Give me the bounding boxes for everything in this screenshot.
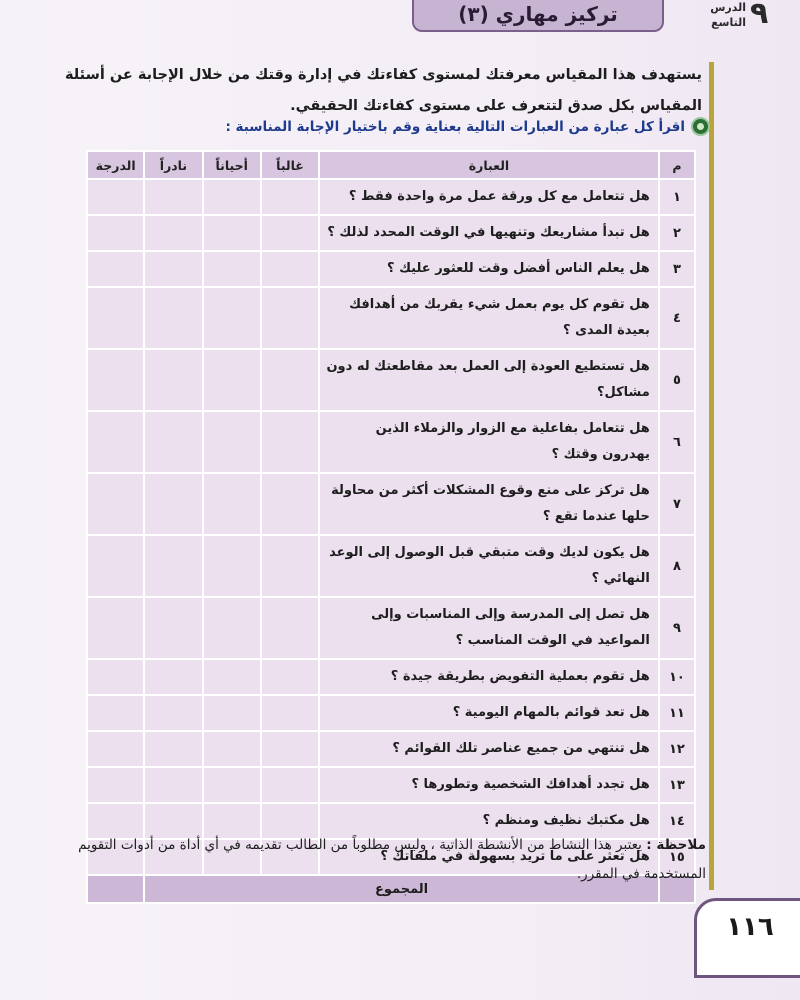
grade-cell[interactable] xyxy=(88,180,143,214)
row-statement: هل تتعامل مع كل ورقة عمل مرة واحدة فقط ؟ xyxy=(320,180,658,214)
section-title: تركيز مهاري (٣) xyxy=(458,2,618,26)
grade-cell[interactable] xyxy=(88,660,143,694)
answer-cell-rarely[interactable] xyxy=(145,696,201,730)
table-row xyxy=(88,732,694,766)
row-number: ٤ xyxy=(660,288,694,348)
row-statement: هل تعثر على ما تريد بسهولة في ملفاتك ؟ xyxy=(320,840,658,874)
intro-paragraph: يستهدف هذا المقياس معرفتك لمستوى كفاءتك في إدارة وقتك من خلال الإجابة عن أسئلة المقياس بكل صدق لتتعرف على مستوى كفاءتك الحقيقي. xyxy=(64,67,702,114)
answer-cell-rarely[interactable] xyxy=(145,732,201,766)
section-title-tab xyxy=(412,0,664,32)
grade-cell[interactable] xyxy=(88,288,143,348)
answer-cell-sometimes[interactable] xyxy=(204,412,260,472)
grade-cell[interactable] xyxy=(88,216,143,250)
header-grade: الدرجة xyxy=(88,152,143,178)
answer-cell-sometimes[interactable] xyxy=(204,696,260,730)
table-row xyxy=(88,696,694,730)
answer-cell-often[interactable] xyxy=(262,660,318,694)
answer-cell-often[interactable] xyxy=(262,732,318,766)
answer-cell-often[interactable] xyxy=(262,474,318,534)
answer-cell-sometimes[interactable] xyxy=(204,474,260,534)
row-number: ١٥ xyxy=(660,840,694,874)
grade-cell[interactable] xyxy=(88,252,143,286)
row-number: ١٢ xyxy=(660,732,694,766)
lesson-label-line1: الدرس xyxy=(710,1,746,14)
row-statement: هل تقوم بعملية التفويض بطريقة جيدة ؟ xyxy=(320,660,658,694)
answer-cell-often[interactable] xyxy=(262,216,318,250)
header-statement: العبارة xyxy=(320,152,658,178)
lesson-label-line2: التاسع xyxy=(711,16,746,29)
row-number: ٢ xyxy=(660,216,694,250)
row-statement: هل يكون لديك وقت متبقي قبل الوصول إلى الوعد النهائي ؟ xyxy=(320,536,658,596)
note-paragraph xyxy=(64,831,706,889)
row-statement: هل تجدد أهدافك الشخصية وتطورها ؟ xyxy=(320,768,658,802)
row-statement: هل يعلم الناس أفضل وقت للعثور عليك ؟ xyxy=(320,252,658,286)
header-rarely: نادراً xyxy=(145,152,201,178)
instruction-text: اقرأ كل عبارة من العبارات التالية بعناية وقم باختيار الإجابة المناسبة : xyxy=(225,118,685,135)
row-statement: هل تركز على منع وقوع المشكلات أكثر من محاولة حلها عندما تقع ؟ xyxy=(320,474,658,534)
table-row xyxy=(88,350,694,410)
header-often: غالباً xyxy=(262,152,318,178)
answer-cell-sometimes[interactable] xyxy=(204,350,260,410)
side-accent-bar xyxy=(709,62,714,890)
row-statement: هل تصل إلى المدرسة وإلى المناسبات وإلى المواعيد في الوقت المناسب ؟ xyxy=(320,598,658,658)
grade-cell[interactable] xyxy=(88,768,143,802)
row-number: ١٤ xyxy=(660,804,694,838)
answer-cell-rarely[interactable] xyxy=(145,474,201,534)
answer-cell-sometimes[interactable] xyxy=(204,252,260,286)
grade-cell[interactable] xyxy=(88,412,143,472)
grade-cell[interactable] xyxy=(88,536,143,596)
answer-cell-rarely[interactable] xyxy=(145,598,201,658)
grade-cell[interactable] xyxy=(88,696,143,730)
lesson-label xyxy=(686,0,746,30)
row-statement: هل تبدأ مشاريعك وتنهيها في الوقت المحدد لذلك ؟ xyxy=(320,216,658,250)
answer-cell-often[interactable] xyxy=(262,412,318,472)
table-row xyxy=(88,660,694,694)
answer-cell-sometimes[interactable] xyxy=(204,288,260,348)
table-row xyxy=(88,768,694,802)
answer-cell-often[interactable] xyxy=(262,350,318,410)
row-number: ٨ xyxy=(660,536,694,596)
grade-cell[interactable] xyxy=(88,598,143,658)
row-statement: هل تقوم كل يوم بعمل شيء يقربك من أهدافك بعيدة المدى ؟ xyxy=(320,288,658,348)
header-sometimes: أحياناً xyxy=(204,152,260,178)
row-number: ١٣ xyxy=(660,768,694,802)
header-num: م xyxy=(660,152,694,178)
table-header-row xyxy=(88,152,694,178)
note-text: يعتبر هذا النشاط من الأنشطة الذاتية ، وليس مطلوباً من الطالب تقديمه في أي أداة من أدوات التقويم المستخدمة في المقرر. xyxy=(78,837,706,882)
answer-cell-rarely[interactable] xyxy=(145,536,201,596)
answer-cell-often[interactable] xyxy=(262,536,318,596)
grade-cell[interactable] xyxy=(88,350,143,410)
answer-cell-rarely[interactable] xyxy=(145,660,201,694)
answer-cell-sometimes[interactable] xyxy=(204,536,260,596)
row-number: ٧ xyxy=(660,474,694,534)
row-number: ١١ xyxy=(660,696,694,730)
row-statement: هل تعد قوائم بالمهام اليومية ؟ xyxy=(320,696,658,730)
table-row xyxy=(88,288,694,348)
row-number: ٥ xyxy=(660,350,694,410)
answer-cell-sometimes[interactable] xyxy=(204,732,260,766)
grade-cell[interactable] xyxy=(88,474,143,534)
answer-cell-often[interactable] xyxy=(262,288,318,348)
table-row xyxy=(88,598,694,658)
row-statement: هل مكتبك نظيف ومنظم ؟ xyxy=(320,804,658,838)
table-row xyxy=(88,216,694,250)
table-row xyxy=(88,474,694,534)
answer-cell-rarely[interactable] xyxy=(145,412,201,472)
row-number: ١ xyxy=(660,180,694,214)
row-number: ٦ xyxy=(660,412,694,472)
row-number: ٩ xyxy=(660,598,694,658)
row-number: ٣ xyxy=(660,252,694,286)
answer-cell-sometimes[interactable] xyxy=(204,660,260,694)
row-statement: هل تنتهي من جميع عناصر تلك القوائم ؟ xyxy=(320,732,658,766)
answer-cell-rarely[interactable] xyxy=(145,252,201,286)
table-row xyxy=(88,180,694,214)
row-statement: هل تتعامل بفاعلية مع الزوار والزملاء الذين يهدرون وقتك ؟ xyxy=(320,412,658,472)
table-row xyxy=(88,536,694,596)
answer-cell-rarely[interactable] xyxy=(145,350,201,410)
row-statement: هل تستطيع العودة إلى العمل بعد مقاطعتك له دون مشاكل؟ xyxy=(320,350,658,410)
answer-cell-rarely[interactable] xyxy=(145,768,201,802)
lesson-number: ٩ xyxy=(750,0,769,31)
answer-cell-rarely[interactable] xyxy=(145,216,201,250)
note-label: ملاحظة : xyxy=(646,837,706,853)
answer-cell-sometimes[interactable] xyxy=(204,768,260,802)
grade-cell[interactable] xyxy=(88,732,143,766)
answer-cell-sometimes[interactable] xyxy=(204,216,260,250)
answer-cell-often[interactable] xyxy=(262,768,318,802)
answer-cell-rarely[interactable] xyxy=(145,288,201,348)
answer-cell-often[interactable] xyxy=(262,180,318,214)
answer-cell-sometimes[interactable] xyxy=(204,180,260,214)
bullet-icon xyxy=(691,117,710,136)
table-row xyxy=(88,412,694,472)
answer-cell-often[interactable] xyxy=(262,252,318,286)
answer-cell-sometimes[interactable] xyxy=(204,598,260,658)
instruction-line xyxy=(220,117,710,136)
answer-cell-often[interactable] xyxy=(262,696,318,730)
table-row xyxy=(88,252,694,286)
answer-cell-often[interactable] xyxy=(262,598,318,658)
total-label: المجموع xyxy=(145,876,658,902)
answer-cell-rarely[interactable] xyxy=(145,180,201,214)
page-number: ١١٦ xyxy=(726,912,774,942)
assessment-table xyxy=(86,150,696,904)
row-number: ١٠ xyxy=(660,660,694,694)
